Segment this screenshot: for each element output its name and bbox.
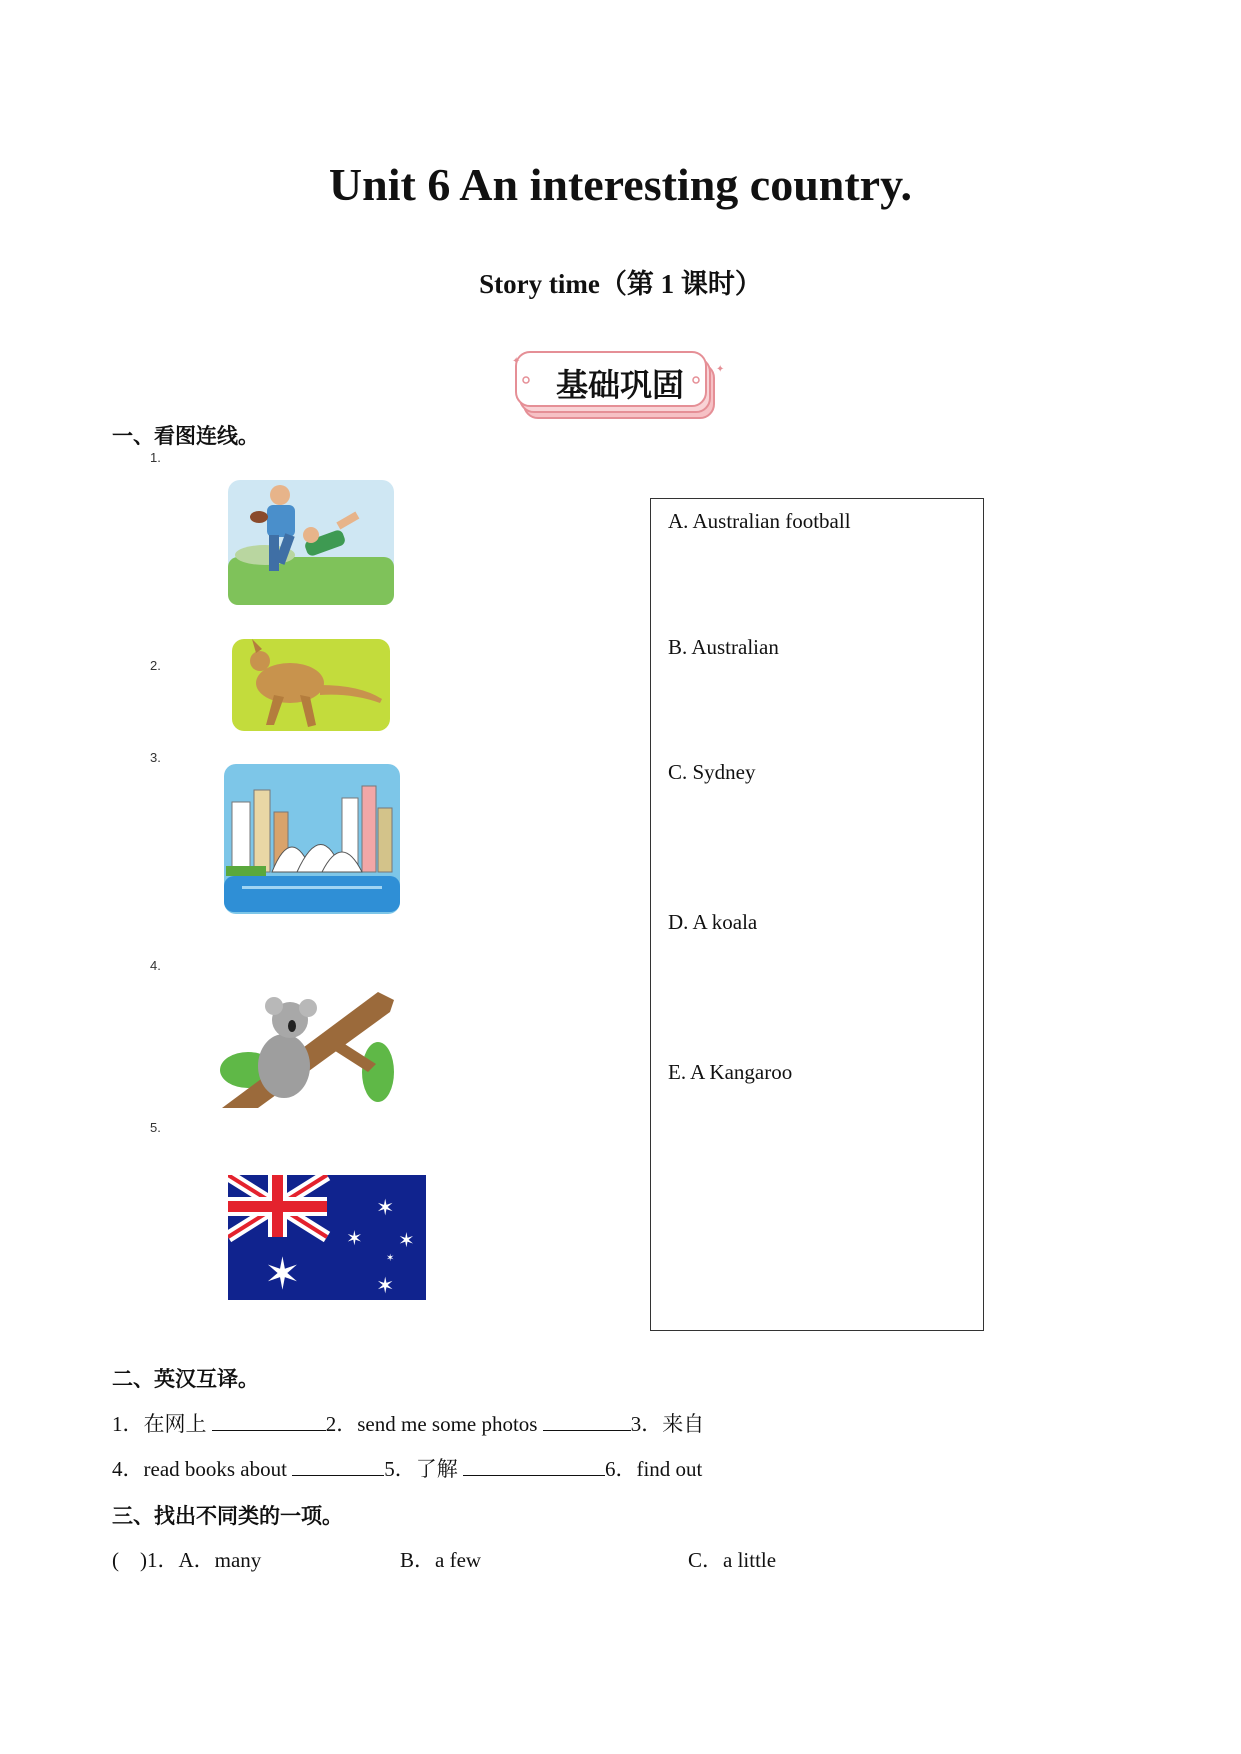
question-1-option-c: C．a little [688,1548,777,1572]
australian-flag-icon [228,1175,426,1300]
svg-text:✶: ✶ [264,1249,301,1300]
svg-text:✶: ✶ [376,1196,395,1221]
section1-heading: 一、看图连线。 [112,424,259,448]
item-6-label: 6．find out [604,1457,703,1481]
sydney-opera-house-icon [222,762,402,917]
answer-blank[interactable] [292,1455,384,1476]
picture-number: 3. [150,750,161,765]
svg-text:✶: ✶ [376,1274,395,1299]
kangaroo-icon [230,635,392,733]
page-subtitle: Story time（第 1 课时） [479,269,762,299]
picture-number: 1. [150,450,161,465]
option-a: A. Australian football [668,509,851,533]
section3-heading: 三、找出不同类的一项。 [112,1504,343,1528]
picture-number: 5. [150,1120,161,1135]
option-c: C. Sydney [668,760,756,784]
section2-heading: 二、英汉互译。 [112,1367,259,1391]
option-e: E. A Kangaroo [668,1060,793,1084]
svg-text:✶: ✶ [346,1226,363,1250]
badge-label: 基础巩固 [555,366,684,404]
page-title: Unit 6 An interesting country. [328,159,913,210]
option-d: D. A koala [668,910,758,934]
options-box [650,498,984,1331]
question-1-option-b: B．a few [400,1548,482,1572]
svg-text:✶: ✶ [386,1253,395,1264]
option-b: B. Australian [668,635,779,659]
translation-row-1 [112,1408,704,1438]
picture-number: 2. [150,658,161,673]
svg-text:✶: ✶ [398,1228,415,1252]
question-1: ( )1．A．many [112,1548,262,1572]
answer-blank[interactable] [212,1410,326,1431]
item-3-label: 3．来自 [630,1412,705,1436]
svg-text:✦: ✦ [716,364,725,375]
answer-blank[interactable] [543,1410,631,1431]
item-4-label: 4．read books about [112,1457,293,1481]
answer-blank[interactable] [463,1455,605,1476]
item-1-label: 1．在网上 [112,1412,212,1436]
translation-row-2 [112,1453,702,1483]
item-5-label: 5．了解 [384,1457,463,1481]
koala-icon [218,980,396,1112]
picture-number: 4. [150,958,161,973]
rugby-players-icon [225,475,397,610]
item-2-label: 2．send me some photos [325,1412,543,1436]
svg-text:✦: ✦ [512,356,521,367]
